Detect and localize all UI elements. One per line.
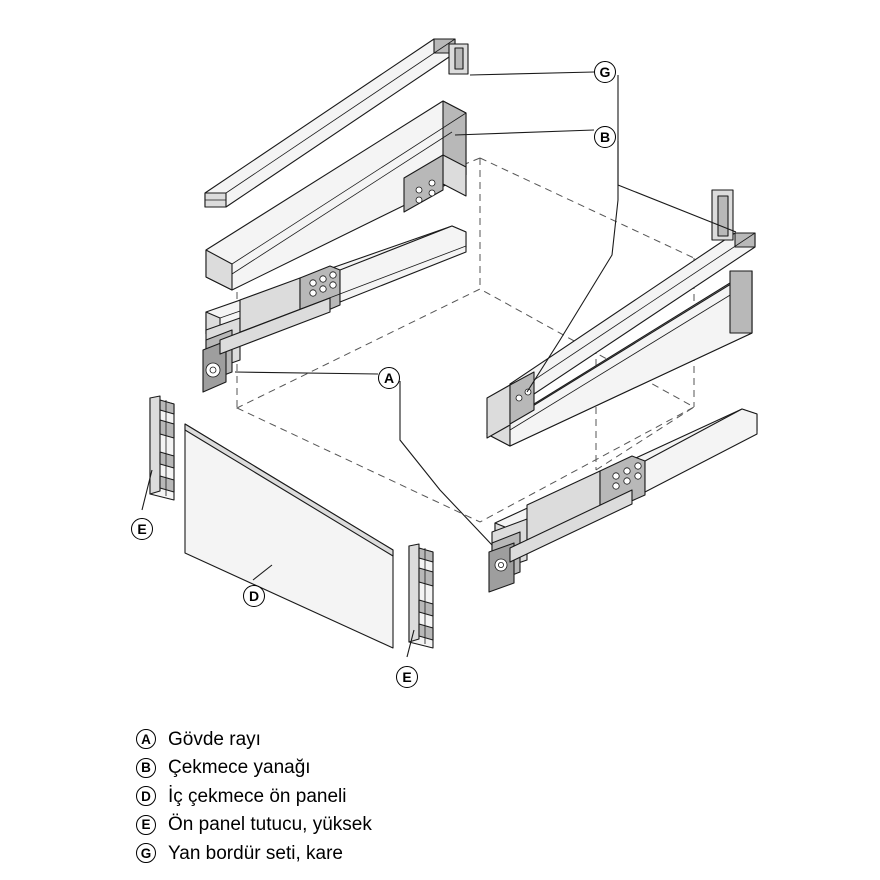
callout-label: D (248, 588, 260, 604)
legend-key-d (133, 785, 159, 807)
legend-label-a: Gövde rayı (168, 728, 261, 750)
legend (133, 725, 733, 868)
legend-key-b (133, 757, 159, 779)
legend-key-label: A (141, 731, 151, 747)
legend-key-e (133, 814, 159, 836)
callout-E-right (396, 666, 418, 688)
part-E-front-holder-left (150, 396, 174, 500)
callout-B (594, 126, 616, 148)
legend-label-g: Yan bordür seti, kare (168, 842, 343, 864)
callout-label: A (383, 370, 395, 386)
callout-label: B (599, 129, 611, 145)
callout-E-left (131, 518, 153, 540)
part-E-front-holder-right (409, 544, 433, 648)
callout-G-top (594, 61, 616, 83)
legend-item-g (133, 839, 733, 868)
legend-label-b: Çekmece yanağı (168, 757, 311, 779)
legend-item-d (133, 782, 733, 811)
part-D-inner-front-panel (185, 424, 393, 648)
legend-key-label: E (141, 817, 151, 832)
legend-key-a (133, 728, 159, 750)
legend-label-e: Ön panel tutucu, yüksek (168, 814, 372, 836)
legend-item-a (133, 725, 733, 754)
legend-item-e (133, 811, 733, 840)
callout-A (378, 367, 400, 389)
callout-label: E (137, 521, 147, 537)
legend-label-d: İç çekmece ön paneli (168, 785, 347, 807)
legend-key-label: B (141, 760, 151, 775)
legend-key-label: G (140, 845, 152, 861)
legend-item-b (133, 754, 733, 783)
callout-label: E (402, 669, 412, 685)
callout-label: G (599, 64, 611, 80)
legend-key-g (133, 842, 159, 864)
legend-key-label: D (141, 788, 151, 804)
callout-D (243, 585, 265, 607)
part-B-drawer-side-right (487, 271, 752, 446)
